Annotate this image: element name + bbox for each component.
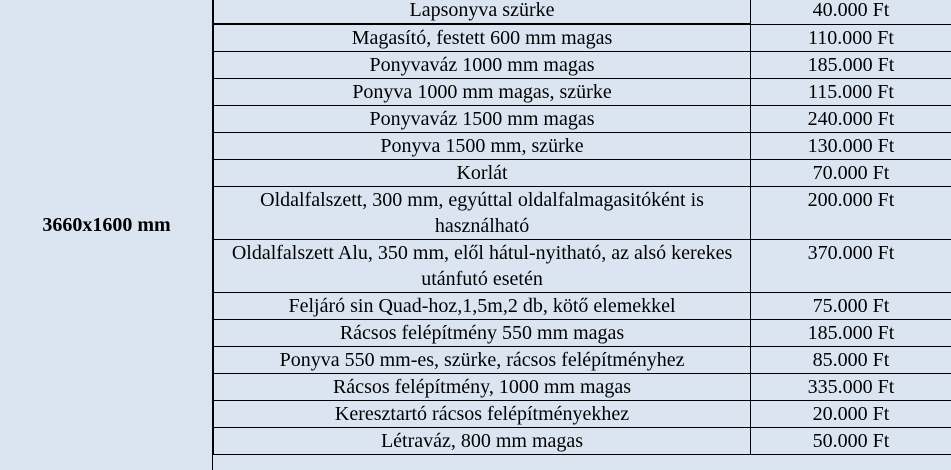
item-name: Oldalfalszett Alu, 350 mm, elől hátul-nyitható, az alsó kerekes utánfutó esetén — [214, 240, 751, 293]
group-cell — [0, 0, 213, 470]
table-row — [214, 320, 951, 347]
item-name: Ponyva 550 mm-es, szürke, rácsos felépítményhez — [214, 347, 751, 374]
item-name: Korlát — [214, 160, 751, 187]
table-row — [214, 240, 951, 293]
item-price: 110.000 Ft — [751, 24, 951, 52]
item-name: Ponyva 1500 mm, szürke — [214, 133, 751, 160]
table-row — [214, 160, 951, 187]
item-price: 200.000 Ft — [751, 187, 951, 240]
item-name: Ponyva 1000 mm magas, szürke — [214, 79, 751, 106]
table-row — [214, 0, 951, 24]
table-row — [214, 106, 951, 133]
item-price: 75.000 Ft — [751, 293, 951, 320]
item-price: 185.000 Ft — [751, 320, 951, 347]
table-row — [214, 52, 951, 79]
item-price: 240.000 Ft — [751, 106, 951, 133]
item-name: Rácsos felépítmény 550 mm magas — [214, 320, 751, 347]
item-name: Feljáró sin Quad-hoz,1,5m,2 db, kötő elemekkel — [214, 293, 751, 320]
item-price: 130.000 Ft — [751, 133, 951, 160]
group-label: 3660x1600 mm — [42, 214, 171, 236]
item-name: Létraváz, 800 mm magas — [214, 428, 751, 455]
item-price: 70.000 Ft — [751, 160, 951, 187]
item-name: Keresztartó rácsos felépítményekhez — [214, 401, 751, 428]
price-table — [213, 0, 951, 455]
item-name: Rácsos felépítmény, 1000 mm magas — [214, 374, 751, 401]
table-row — [214, 347, 951, 374]
table-row — [214, 79, 951, 106]
item-price: 370.000 Ft — [751, 240, 951, 293]
table-row — [214, 133, 951, 160]
item-price: 50.000 Ft — [751, 428, 951, 455]
item-name: Magasító, festett 600 mm magas — [214, 24, 751, 52]
table-row — [214, 187, 951, 240]
table-row — [214, 401, 951, 428]
table-row — [214, 374, 951, 401]
table-row — [214, 24, 951, 52]
item-price: 185.000 Ft — [751, 52, 951, 79]
item-name: Oldalfalszett, 300 mm, egyúttal oldalfalmagasitóként is használható — [214, 187, 751, 240]
item-price: 40.000 Ft — [751, 0, 951, 24]
item-price: 335.000 Ft — [751, 374, 951, 401]
table-row — [214, 428, 951, 455]
table-row — [214, 293, 951, 320]
item-price: 115.000 Ft — [751, 79, 951, 106]
item-name: Lapsonyva szürke — [214, 0, 751, 24]
item-price: 20.000 Ft — [751, 401, 951, 428]
item-name: Ponyvaváz 1000 mm magas — [214, 52, 751, 79]
item-price: 85.000 Ft — [751, 347, 951, 374]
item-name: Ponyvaváz 1500 mm magas — [214, 106, 751, 133]
